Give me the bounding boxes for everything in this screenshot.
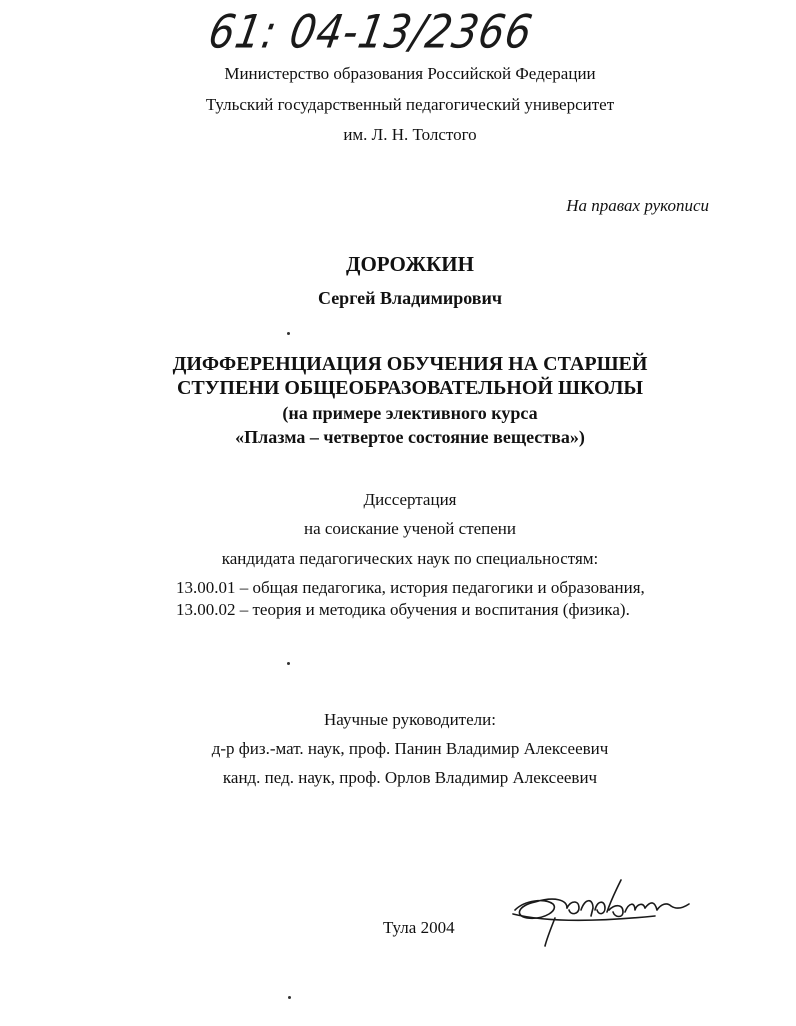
title-line-3: (на примере элективного курса: [282, 403, 538, 423]
title-line-4: «Плазма – четвертое состояние вещества»): [235, 427, 585, 447]
ministry-line: Министерство образования Российской Федерации: [224, 64, 596, 83]
archive-code-handwritten: 61: 04-13/2366: [204, 6, 537, 59]
degree-purpose: на соискание ученой степени: [303, 519, 517, 538]
specialty-1: 13.00.01 – общая педагогика, история педагогики и образования,: [176, 578, 645, 597]
author-signature: [505, 870, 695, 950]
supervisors-heading: Научные руководители:: [324, 710, 496, 729]
degree-candidate: кандидата педагогических наук по специальностям:: [221, 549, 599, 568]
scan-speck: [287, 662, 290, 665]
author-surname: ДОРОЖКИН: [346, 252, 474, 276]
manuscript-note: На правах рукописи: [566, 196, 709, 215]
place-year: Тула 2004: [383, 918, 455, 937]
title-line-2: СТУПЕНИ ОБЩЕОБРАЗОВАТЕЛЬНОЙ ШКОЛЫ: [176, 377, 644, 399]
supervisor-1: д-р физ.-мат. наук, проф. Панин Владимир Алексеевич: [211, 739, 609, 758]
university-line: Тульский государственный педагогический университет: [205, 95, 615, 114]
specialty-2: 13.00.02 – теория и методика обучения и воспитания (физика).: [176, 600, 630, 619]
degree-type: Диссертация: [363, 490, 457, 509]
named-after-line: им. Л. Н. Толстого: [343, 125, 477, 144]
supervisor-2: канд. пед. наук, проф. Орлов Владимир Алексеевич: [222, 768, 598, 787]
scan-speck: [287, 332, 290, 335]
title-line-1: ДИФФЕРЕНЦИАЦИЯ ОБУЧЕНИЯ НА СТАРШЕЙ: [172, 353, 648, 375]
author-given-names: Сергей Владимирович: [317, 288, 503, 308]
scan-speck: [288, 996, 291, 999]
